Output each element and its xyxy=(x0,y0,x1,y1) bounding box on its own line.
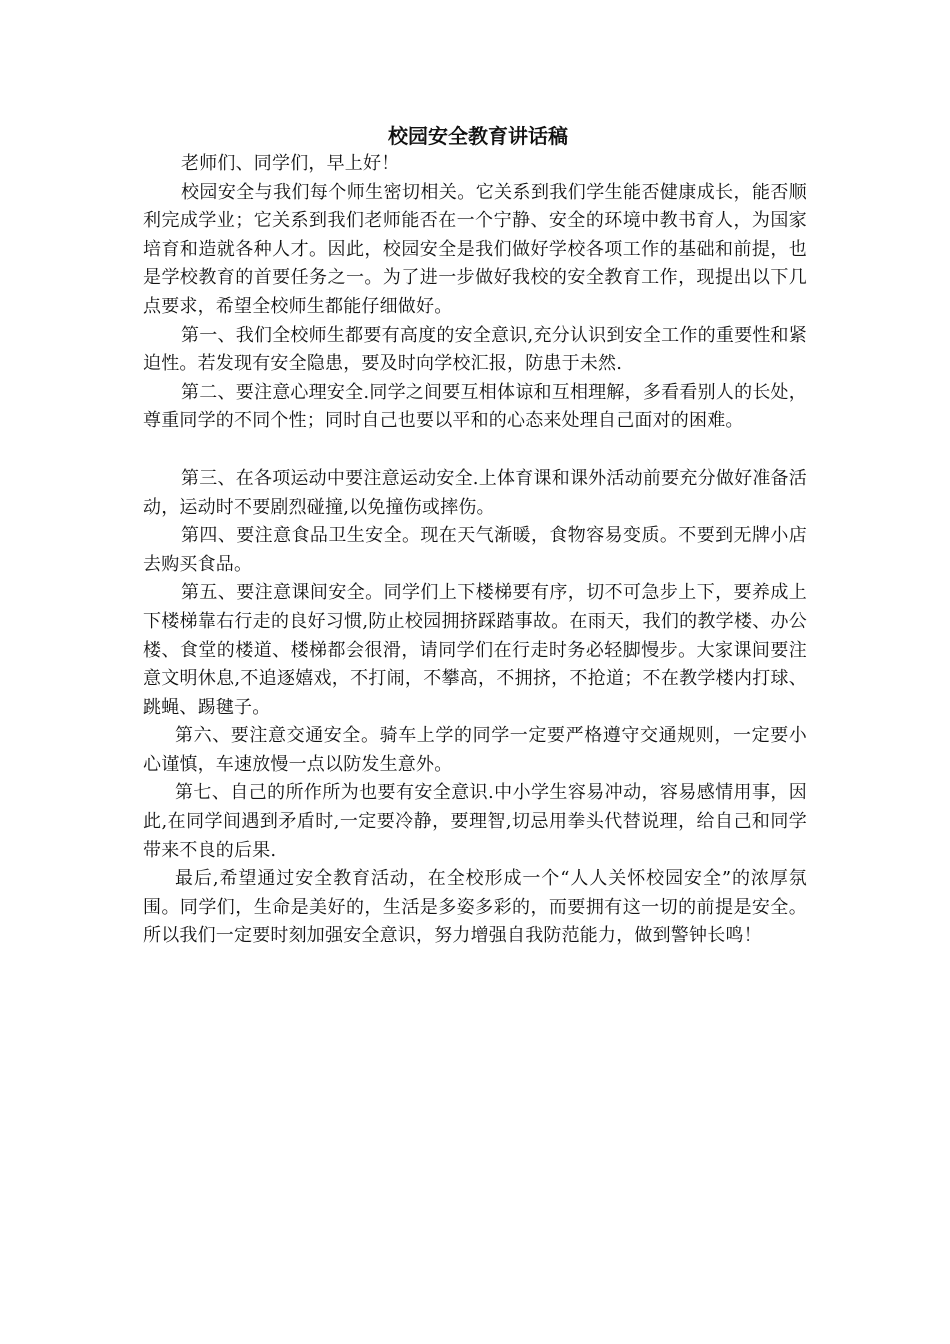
point-1-paragraph: 第一、我们全校师生都要有高度的安全意识,充分认识到安全工作的重要性和紧迫性。若发现有安全隐患，要及时向学校汇报，防患于未然. xyxy=(143,324,807,375)
closing-paragraph: 最后,希望通过安全教育活动，在全校形成一个“人人关怀校园安全”的浓厚氛围。同学们，生命是美好的，生活是多姿多彩的，而要拥有这一切的前提是安全。所以我们一定要时刻加强安全意识，努力增强自我防范能力，做到警钟长鸣！ xyxy=(143,868,807,947)
point-3-paragraph: 第三、在各项运动中要注意运动安全.上体育课和课外活动前要充分做好准备活动，运动时不要剧烈碰撞,以免撞伤或摔伤。 xyxy=(143,467,807,518)
document-title: 校园安全教育讲话稿 xyxy=(388,124,568,148)
document-page xyxy=(143,122,807,951)
point-7-paragraph: 第七、自己的所作所为也要有安全意识.中小学生容易冲动，容易感情用事，因此,在同学间遇到矛盾时,一定要冷静，要理智,切忌用拳头代替说理，给自己和同学带来不良的后果. xyxy=(143,782,807,861)
point-6-paragraph: 第六、要注意交通安全。骑车上学的同学一定要严格遵守交通规则，一定要小心谨慎，车速放慢一点以防发生意外。 xyxy=(143,725,807,775)
point-4-paragraph: 第四、要注意食品卫生安全。现在天气渐暖，食物容易变质。不要到无牌小店去购买食品。 xyxy=(143,525,807,575)
intro-paragraph: 校园安全与我们每个师生密切相关。它关系到我们学生能否健康成长，能否顺利完成学业；它关系到我们老师能否在一个宁静、安全的环境中教书育人，为国家培育和造就各种人才。因此，校园安全是我们做好学校各项工作的基础和前提，也是学校教育的首要任务之一。为了进一步做好我校的安全教育工作，现提出以下几点要求，希望全校师生都能仔细做好。 xyxy=(143,181,807,317)
point-2-paragraph: 第二、要注意心理安全.同学之间要互相体谅和互相理解，多看看别人的长处，尊重同学的不同个性；同时自己也要以平和的心态来处理自己面对的困难。 xyxy=(143,381,807,432)
paragraph-gap xyxy=(143,436,807,465)
greeting-paragraph: 老师们、同学们，早上好！ xyxy=(181,153,400,174)
point-5-paragraph: 第五、要注意课间安全。同学们上下楼梯要有序，切不可急步上下，要养成上下楼梯靠右行走的良好习惯,防止校园拥挤踩踏事故。在雨天，我们的教学楼、办公楼、食堂的楼道、楼梯都会很滑，请同学们在行走时务必轻脚慢步。大家课间要注意文明休息,不追逐嬉戏，不打闹，不攀高，不拥挤，不抢道；不在教学楼内打球、跳蝇、踢毽子。 xyxy=(143,582,807,718)
